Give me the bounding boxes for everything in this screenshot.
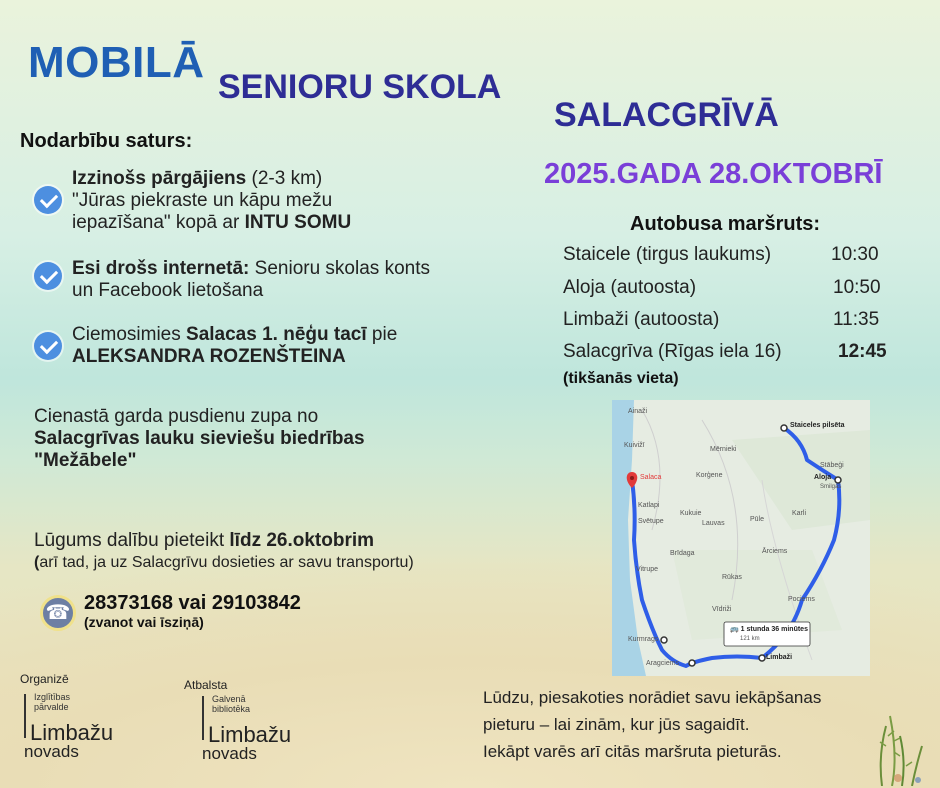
boarding-note <box>483 684 913 765</box>
map-label: Aloja <box>814 474 832 481</box>
check-icon <box>34 186 62 214</box>
supporter-logo <box>200 694 320 764</box>
check-icon <box>34 332 62 360</box>
phone-numbers: 28373168 vai 29103842 <box>84 592 301 614</box>
activity-visit-prep: pie <box>366 324 398 345</box>
map-label: Ainaži <box>628 408 648 415</box>
map-label: Kuivižī <box>624 442 645 449</box>
registration-line2: arī tad, ja uz Salacgrīvu dosieties ar savu transportu) <box>39 554 414 571</box>
lunch-line2: Salacgrīvas lauku sieviešu biedrības <box>34 428 365 449</box>
supporter-logo-novads: novads <box>202 744 257 763</box>
event-date: 2025.GADA 28.OKTOBRĪ <box>544 158 883 190</box>
map-label: Staiceles pilsēta <box>790 422 845 429</box>
supporter-logo-small2: bibliotēka <box>212 704 251 714</box>
boarding-note-line2: pieturu – lai zinām, kur jūs sagaidīt. <box>483 715 750 734</box>
organizer-logo-novads: novads <box>24 742 79 761</box>
supporter-label: Atbalsta <box>184 678 228 692</box>
supporter-logo-small1: Galvenā <box>212 694 246 704</box>
organizer-logo-small1: Izglītības <box>34 692 71 702</box>
registration-line1: Lūgums dalību pieteikt <box>34 530 230 551</box>
activity-hike-line2: "Jūras piekraste un kāpu mežu <box>72 190 333 211</box>
activity-visit-host: ALEKSANDRA ROZENŠTEINA <box>72 346 346 367</box>
map-label: Pūle <box>750 516 765 523</box>
activity-hike-line3: iepazīšana" kopā ar <box>72 212 245 233</box>
map-distance: 121 km <box>740 636 760 642</box>
organizer-logo <box>22 692 142 762</box>
organizer-logo-name: Limbažu <box>30 720 114 745</box>
activity-hike-distance: (2-3 km) <box>246 168 323 189</box>
map-label: Katlapi <box>638 502 660 509</box>
map-label: Vitrupe <box>636 566 659 573</box>
map-label: Limbaži <box>766 654 793 661</box>
route-stop-place: Staicele (tirgus laukums) <box>563 244 772 265</box>
supporter-logo-name: Limbažu <box>208 722 292 747</box>
title-senioru-skola: SENIORU SKOLA <box>218 68 502 106</box>
organizer-logo-small2: pārvalde <box>34 702 69 712</box>
map-label: Salaca <box>640 474 662 481</box>
seaweed-decoration-icon <box>872 706 932 786</box>
title-salacgriva: SALACGRĪVĀ <box>554 96 779 134</box>
route-stop-place: Salacgrīva (Rīgas iela 16) <box>563 341 782 362</box>
route-stop-time: 12:45 <box>838 341 887 362</box>
activity-hike-guide: INTU SOMU <box>244 212 352 233</box>
map-duration-text: 1 stunda 36 minūtes <box>740 626 808 633</box>
check-icon <box>34 262 62 290</box>
organizer-label: Organizē <box>20 672 69 686</box>
route-stop-time: 11:35 <box>833 309 880 330</box>
map-label: Ārciems <box>762 548 788 555</box>
route-stop-place: Limbaži (autoosta) <box>563 309 720 330</box>
telephone-icon: ☎ <box>40 595 76 631</box>
activity-internet-text <box>72 258 512 302</box>
lunch-line1: Cienastā garda pusdienu zupa no <box>34 406 319 427</box>
map-label: Karli <box>792 510 807 517</box>
registration-info <box>34 530 494 574</box>
map-label: Svētupe <box>638 518 664 525</box>
phone-note: (zvanot vai īsziņā) <box>84 614 204 630</box>
lunch-line3: "Mežābele" <box>34 450 137 471</box>
map-label: Stābeģi <box>820 462 844 469</box>
route-stop-time: 10:30 <box>831 244 879 265</box>
activity-visit-place: Salacas 1. nēģu tacī <box>186 324 367 345</box>
meeting-point: (tikšanās vieta) <box>563 370 679 387</box>
route-stop-time: 10:50 <box>833 277 881 298</box>
activities-heading: Nodarbību saturs: <box>20 130 193 152</box>
map-label: Aragciems <box>646 660 680 667</box>
map-label: Lauvas <box>702 520 725 527</box>
map-svg <box>612 400 870 676</box>
activity-internet-title: Esi drošs internetā: <box>72 258 250 279</box>
map-duration: 🚌 1 stunda 36 minūtes <box>730 626 808 633</box>
lunch-info <box>34 406 454 472</box>
map-label: Rūkas <box>722 574 742 581</box>
map-label: Kurmrags <box>628 636 659 643</box>
map-label: Pociems <box>788 596 815 603</box>
route-stop-place: Aloja (autoosta) <box>563 277 697 298</box>
boarding-note-line1: Lūdzu, piesakoties norādiet savu iekāpšanas <box>483 688 822 707</box>
activity-internet-desc: Senioru skolas konts <box>249 258 430 279</box>
route-map[interactable] <box>612 400 870 676</box>
activity-visit-text <box>72 324 512 368</box>
map-label: Smilgas <box>820 484 842 490</box>
map-label: Mērnieki <box>710 446 737 453</box>
map-label: Brīdaga <box>670 550 695 557</box>
activity-hike-title: Izzinošs pārgājiens <box>72 168 247 189</box>
registration-paren: ( <box>34 554 40 571</box>
title-mobila: MOBILĀ <box>28 38 205 87</box>
map-label: Kukuie <box>680 510 702 517</box>
bus-route-heading: Autobusa maršruts: <box>630 213 821 235</box>
activity-internet-line2: un Facebook lietošana <box>72 280 264 301</box>
registration-deadline: līdz 26.oktobrim <box>229 530 375 551</box>
activity-visit-intro: Ciemosimies <box>72 324 187 345</box>
activity-hike-text <box>72 168 512 234</box>
boarding-note-line3: Iekāpt varēs arī citās maršruta pieturās. <box>483 742 782 761</box>
map-label: Korģene <box>696 472 723 479</box>
map-label: Vīdriži <box>712 606 732 613</box>
